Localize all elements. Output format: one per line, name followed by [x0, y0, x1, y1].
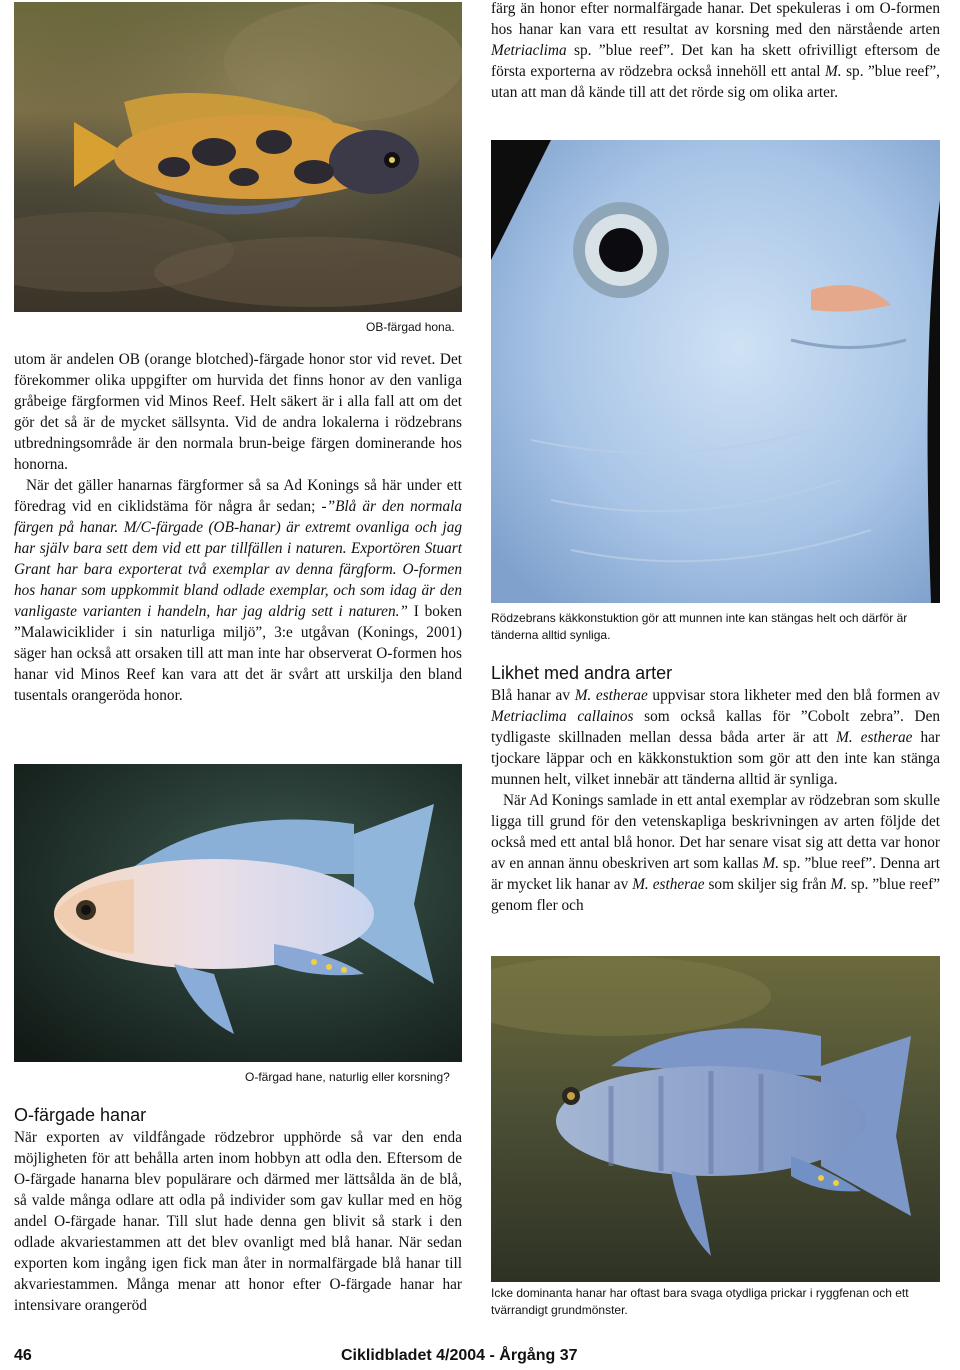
photo-non-dominant-male: [491, 956, 940, 1282]
page-number: 46: [14, 1347, 32, 1364]
publication-title: Ciklidbladet 4/2004 - Årgång 37: [341, 1347, 578, 1364]
paragraph: När det gäller hanarnas färgformer så sa Ad Konings så här under ett föredrag vid en ciklidstäma för några år sedan; -”Blå är den normala färgen på hanar. M/C-färgade (OB-hanar) är extremt ovanliga och jag har själv bara sett dem vid ett par tillfällen i naturen. Exportören Stuart Grant har bara exporterat två exemplar av denna färgform. O-formen hos hanar som uppkommit bland odlade exemplar, och som idag är den vanligaste varianten i handeln, har jag aldrig sett i naturen.” I boken ”Malawiciklider i sin naturliga miljö”, 3:e utgåvan (Konings, 2001) säger han också att orsaken till att man inte har observerat O-formen hos hanar vid Minos Reef kan vara att det är svårt att urskilja den bland tusentals orangeröda honor.: [14, 477, 462, 704]
paragraph: utom är andelen OB (orange blotched)-färgade honor stor vid revet. Det förekommer olika uppgifter om hurvida det finns honor av den vanliga gråbeige färgformen vid Minos Reef. Helt säkert är i alla fall att om det gör det så är de mycket sällsynta. Vid de andra lokalerna i rödzebrans utbredningsområde är den normala brun-beige färgen dominerande hos honorna.: [14, 351, 462, 473]
ofargade-text: [14, 1127, 462, 1316]
top-right-text: färg än honor efter normalfärgade hanar. Det spekuleras i om O-formen hos hanar kan vara ett resultat av korsning med den närstående arten Metriaclima sp. ”blue reef”. Det kan ha skett ofrivilligt eftersom de första exporterna av rödzebra också innehöll ett antal M. sp. ”blue reef”, utan att man då kände till att det rörde sig om olika arter.: [491, 0, 940, 101]
photo-jaw-closeup: [491, 140, 940, 603]
photo-o-male: [14, 764, 462, 1062]
paragraph: När Ad Konings samlade in ett antal exemplar av rödzebran som skulle ligga till grund för den vetenskapliga beskrivningen av arten följde det också med ett antal blå honor. Det har senare visat sig att detta var honor av en annan ännu obeskriven art som kallas M. sp. ”blue reef”. Denna art är mycket lik hanar av M. estherae som skiljer sig från M. sp. ”blue reef” genom fler och: [491, 792, 940, 914]
photo1-caption: OB-färgad hona.: [366, 320, 455, 334]
photo4-caption: Icke dominanta hanar har oftast bara svaga otydliga prickar i ryggfenan och ett tvärrandigt grundmönster.: [491, 1286, 909, 1317]
photo3-caption: O-färgad hane, naturlig eller korsning?: [245, 1070, 450, 1084]
paragraph: Blå hanar av M. estherae uppvisar stora likheter med den blå formen av Metriaclima callainos som också kallas för ”Cobolt zebra”. Den tydligaste skillnaden mellan dessa båda arter är att M. estherae har tjockare läppar och en käkkonstuktion som gör att den inte kan stänga munnen helt, vilket innebär att tänderna alltid är synliga.: [491, 687, 941, 788]
section-heading-likhet: Likhet med andra arter: [491, 663, 673, 683]
photo2-caption: Rödzebrans käkkonstuktion gör att munnen inte kan stängas helt och därför är tänderna alltid synliga.: [491, 611, 908, 642]
paragraph: När exporten av vildfångade rödzebror upphörde så var den enda möjligheten för att behålla arten inom hobbyn att odla den. Eftersom de O-färgade hanarna blev populärare och därmed mer lättsålda än de blå, så valde många odlare att odla på individer som gav kullar med en hög andel O-färgade hanar. Till slut hade denna gen blivit så stark i den odlade akvariestammen att det blev ovanligt med blå hanar. När sedan exporten kom ingång igen fick man åter in normalfärgade blå hanar till akvariestammen. Många menar att honor efter O-färgade hanar har intensivare orangeröd: [14, 1129, 462, 1314]
section-heading-ofargade: O-färgade hanar: [14, 1105, 147, 1125]
photo-ob-female: [14, 2, 462, 312]
likhet-text: [491, 685, 940, 916]
left-column-text: [14, 349, 462, 706]
